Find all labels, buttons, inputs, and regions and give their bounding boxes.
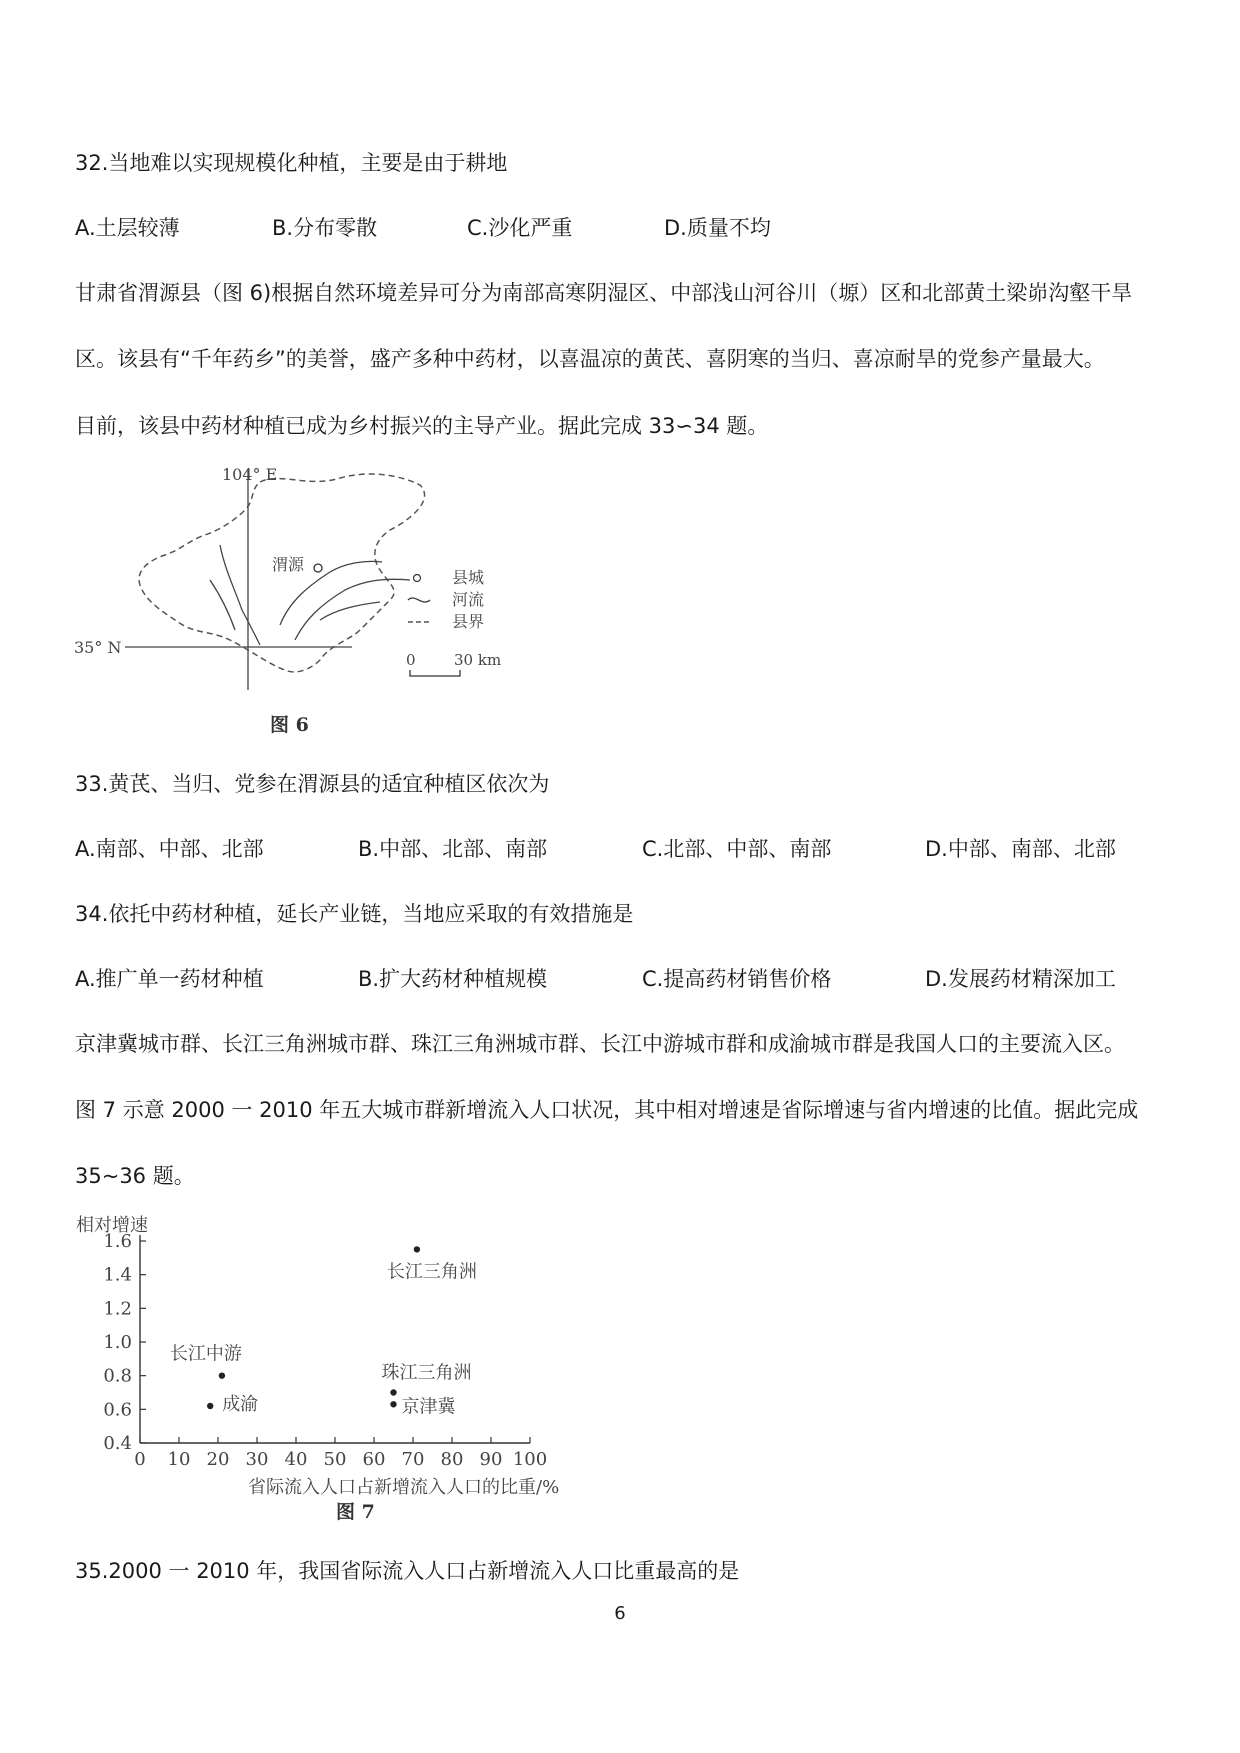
data-point [219, 1372, 225, 1378]
x-tick-label: 90 [479, 1449, 503, 1470]
legend-county-seat-label: 县城 [452, 568, 485, 587]
map-figure-6 [70, 460, 540, 740]
x-tick-label: 20 [206, 1449, 230, 1470]
passage2-line-2: 图 7 示意 2000 一 2010 年五大城市群新增流入人口状况，其中相对增速是省际增速与省内增速的比值。据此完成 [75, 1098, 1139, 1122]
y-tick-label: 1.0 [103, 1332, 132, 1353]
x-tick-label: 70 [401, 1449, 425, 1470]
page-number: 6 [614, 1603, 626, 1624]
q34-option-a: A.推广单一药材种植 [75, 967, 264, 991]
data-point [207, 1403, 213, 1409]
x-tick-label: 100 [512, 1449, 548, 1470]
scatter-chart-figure-7 [70, 1205, 670, 1505]
q33-option-d: D.中部、南部、北部 [925, 837, 1116, 861]
y-tick-label: 0.6 [103, 1399, 132, 1421]
y-tick-label: 1.4 [103, 1264, 132, 1286]
scale-bar [410, 670, 460, 676]
legend-boundary-label: 县界 [452, 612, 485, 631]
y-tick-label: 1.6 [103, 1231, 132, 1252]
x-tick-label: 60 [362, 1449, 386, 1470]
q33-stem: 33.黄芪、当归、党参在渭源县的适宜种植区依次为 [75, 772, 550, 796]
x-tick-label: 0 [134, 1449, 146, 1470]
data-point [390, 1389, 396, 1395]
scale-zero-label: 0 [406, 651, 416, 669]
latitude-label: 35° N [74, 638, 122, 657]
passage1-line-2: 区。该县有“千年药乡”的美誉，盛产多种中药材，以喜温凉的黄芪、喜阴寒的当归、喜凉耐旱的党参产量最大。 [75, 347, 1105, 371]
y-tick-label: 0.8 [103, 1365, 132, 1387]
chart-y-axis-title: 相对增速 [76, 1215, 148, 1236]
y-tick-label: 0.4 [103, 1433, 132, 1454]
data-point [414, 1246, 420, 1252]
y-tick-label: 1.2 [103, 1298, 132, 1320]
data-point-label: 长江中游 [169, 1343, 242, 1365]
q32-option-a: A.土层较薄 [75, 216, 180, 240]
q32-option-d: D.质量不均 [664, 216, 771, 240]
q34-option-c: C.提高药材销售价格 [642, 967, 832, 991]
chart-x-axis-title: 省际流入人口占新增流入人口的比重/% [248, 1477, 560, 1498]
x-tick-label: 30 [245, 1449, 269, 1470]
x-tick-label: 50 [323, 1449, 347, 1470]
q32-stem: 32.当地难以实现规模化种植，主要是由于耕地 [75, 151, 508, 175]
data-point-label: 珠江三角洲 [381, 1362, 472, 1384]
river-5 [320, 602, 380, 620]
longitude-label: 104° E [222, 465, 278, 484]
passage1-line-3: 目前，该县中药材种植已成为乡村振兴的主导产业。据此完成 33∽34 题。 [75, 414, 769, 438]
x-tick-label: 40 [284, 1449, 308, 1470]
data-point-label: 成渝 [222, 1393, 259, 1415]
x-tick-label: 10 [167, 1449, 191, 1470]
data-point-label: 长江三角洲 [386, 1261, 477, 1283]
river-3 [220, 545, 260, 645]
passage2-line-1: 京津冀城市群、长江三角洲城市群、珠江三角洲城市群、长江中游城市群和成渝城市群是我国人口的主要流入区。 [75, 1032, 1125, 1056]
q34-option-d: D.发展药材精深加工 [925, 967, 1116, 991]
q33-option-b: B.中部、北部、南部 [358, 837, 548, 861]
x-tick-label: 80 [440, 1449, 464, 1470]
passage1-line-1: 甘肃省渭源县（图 6)根据自然环境差异可分为南部高寒阴湿区、中部浅山河谷川（塬）区和北部黄土梁峁沟壑干旱 [75, 281, 1133, 305]
data-point-label: 京津冀 [401, 1396, 456, 1418]
legend-river-label: 河流 [452, 590, 485, 609]
q34-stem: 34.依托中药材种植，延长产业链，当地应采取的有效措施是 [75, 902, 634, 926]
map-caption: 图 6 [270, 714, 309, 736]
data-point [390, 1401, 396, 1407]
chart-points [170, 1246, 477, 1417]
river-4 [210, 580, 235, 630]
chart-x-ticks [134, 1437, 547, 1470]
q33-option-a: A.南部、中部、北部 [75, 837, 264, 861]
chart-caption: 图 7 [336, 1501, 375, 1523]
county-seat-marker [314, 564, 322, 572]
q32-option-b: B.分布零散 [272, 216, 378, 240]
scale-distance-label: 30 km [454, 651, 502, 669]
legend-county-seat-icon [414, 575, 421, 582]
q34-option-b: B.扩大药材种植规模 [358, 967, 548, 991]
q33-option-c: C.北部、中部、南部 [642, 837, 832, 861]
passage2-line-3: 35~36 题。 [75, 1164, 195, 1188]
q35-stem: 35.2000 一 2010 年，我国省际流入人口占新增流入人口比重最高的是 [75, 1559, 740, 1583]
q32-option-c: C.沙化严重 [467, 216, 573, 240]
legend-river-icon [408, 598, 430, 602]
city-label: 渭源 [272, 555, 305, 574]
